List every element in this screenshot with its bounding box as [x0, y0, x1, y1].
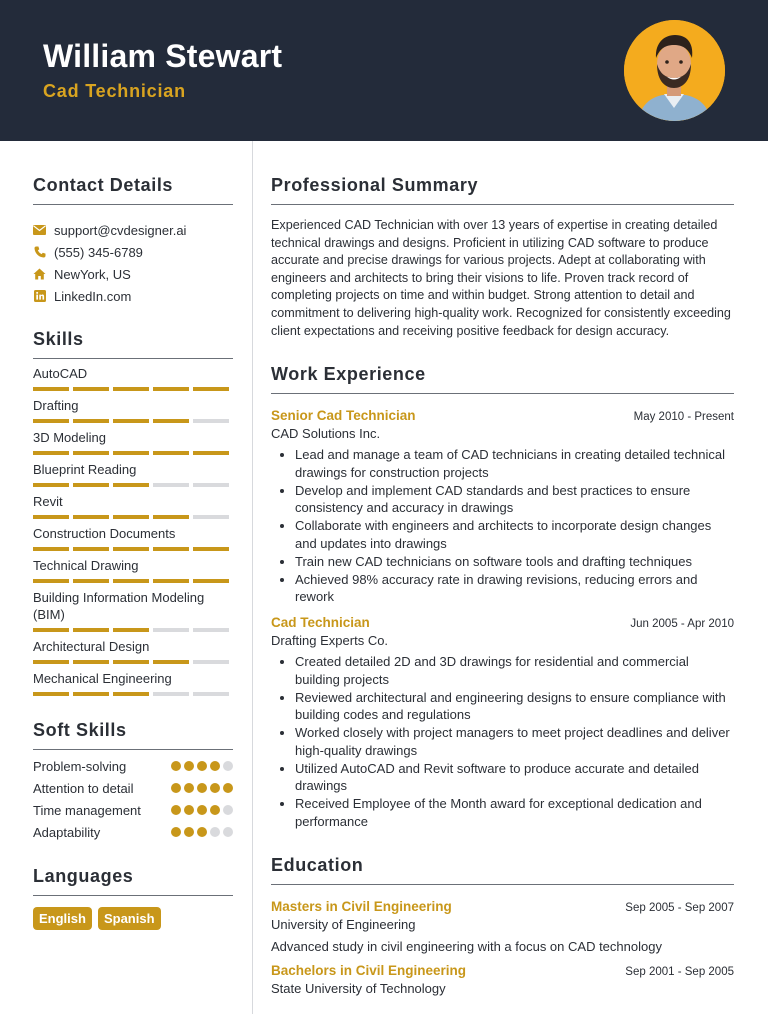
rating-dot: [184, 761, 194, 771]
job-bullet: • Achieved 98% accuracy rate in drawing revisions, reducing errors and rework: [295, 571, 734, 606]
contact-linkedin[interactable]: [33, 285, 233, 307]
rating-dot: [184, 827, 194, 837]
skill-level-segment: [153, 419, 189, 423]
soft-skills-section: [33, 720, 233, 842]
skill-level-segment: [73, 547, 109, 551]
soft-skill-rating: [171, 805, 233, 815]
skill-level-segment: [33, 515, 69, 519]
left-column: [33, 141, 233, 930]
skill-level-segment: [153, 692, 189, 696]
profile-photo-illustration: [624, 20, 725, 121]
soft-skill-item: [33, 824, 233, 842]
skill-level-segment: [113, 419, 149, 423]
school-name: State University of Technology: [271, 980, 446, 996]
job-bullet: • Created detailed 2D and 3D drawings for residential and commercial building projects: [295, 653, 734, 688]
skill-level-segment: [73, 483, 109, 487]
skill-level-segment: [153, 483, 189, 487]
job-company: CAD Solutions Inc.: [271, 426, 381, 442]
skill-level-segment: [153, 660, 189, 664]
skill-level-bar: [33, 387, 233, 391]
skill-level-segment: [33, 547, 69, 551]
skills-section: [33, 329, 233, 696]
school-name: University of Engineering: [271, 916, 416, 932]
rating-dot: [197, 805, 207, 815]
job-title: Senior Cad Technician: [271, 408, 416, 424]
skill-level-segment: [113, 692, 149, 696]
soft-skill-item: [33, 802, 233, 820]
job-date: Jun 2005 - Apr 2010: [630, 618, 734, 631]
degree-title: Masters in Civil Engineering: [271, 898, 452, 914]
skill-level-segment: [113, 660, 149, 664]
skill-item: [33, 397, 233, 423]
contact-email[interactable]: [33, 219, 233, 241]
resume-header: [0, 0, 768, 141]
contact-linkedin-text: LinkedIn.com: [54, 288, 132, 304]
right-column: [271, 141, 734, 996]
skill-label: Revit: [33, 494, 63, 509]
rating-dot: [197, 827, 207, 837]
job-bullet: • Worked closely with project managers to meet project deadlines and deliver high-quality drawings: [295, 724, 734, 759]
rating-dot: [210, 827, 220, 837]
contact-title: Contact Details: [33, 175, 233, 205]
linkedin-icon: [33, 290, 46, 303]
skill-label: Blueprint Reading: [33, 462, 137, 477]
soft-skill-label: Problem-solving: [33, 759, 127, 774]
education-title: Education: [271, 855, 734, 885]
skill-level-bar: [33, 660, 233, 664]
job-bullet: • Utilized AutoCAD and Revit software to produce accurate and detailed drawings: [295, 760, 734, 795]
skill-label: Drafting: [33, 398, 79, 413]
skill-item: [33, 557, 233, 583]
language-badge-spanish: Spanish: [98, 907, 161, 930]
skill-level-segment: [73, 660, 109, 664]
job-bullet: • Reviewed architectural and engineering designs to ensure compliance with building codes and regulations: [295, 689, 734, 724]
skill-level-segment: [113, 547, 149, 551]
skill-level-segment: [193, 547, 229, 551]
skill-label: Technical Drawing: [33, 558, 139, 573]
phone-icon: [33, 246, 46, 259]
job-bullet: • Develop and implement CAD standards and best practices to ensure consistency and accuracy in drawings: [295, 482, 734, 517]
rating-dot: [171, 783, 181, 793]
soft-skill-rating: [171, 783, 233, 793]
skill-label: Construction Documents: [33, 526, 176, 541]
job-bullet: • Received Employee of the Month award for exceptional dedication and performance: [295, 795, 734, 830]
skill-level-segment: [33, 660, 69, 664]
skill-level-segment: [193, 660, 229, 664]
skill-level-segment: [73, 579, 109, 583]
contact-email-text: support@cvdesigner.ai: [54, 222, 187, 238]
skill-level-segment: [113, 387, 149, 391]
job-entry: [271, 615, 734, 831]
skill-item: [33, 365, 233, 391]
job-bullet: • Collaborate with engineers and architects to incorporate design changes and updates into drawings: [295, 517, 734, 552]
skill-level-segment: [33, 419, 69, 423]
skill-level-segment: [193, 483, 229, 487]
job-bullets: [271, 446, 734, 606]
education-entry: [271, 899, 734, 954]
skill-level-segment: [33, 483, 69, 487]
skill-level-bar: [33, 628, 233, 632]
skill-level-segment: [193, 515, 229, 519]
soft-skills-title: Soft Skills: [33, 720, 233, 750]
skill-level-bar: [33, 515, 233, 519]
skill-level-segment: [113, 515, 149, 519]
skill-level-segment: [153, 387, 189, 391]
skill-item: [33, 525, 233, 551]
rating-dot: [171, 761, 181, 771]
soft-skill-item: [33, 758, 233, 776]
job-bullet: • Train new CAD technicians on software tools and drafting techniques: [295, 553, 734, 571]
skill-level-bar: [33, 451, 233, 455]
rating-dot: [210, 761, 220, 771]
contact-phone[interactable]: [33, 241, 233, 263]
skill-level-segment: [153, 515, 189, 519]
job-bullets: [271, 653, 734, 831]
education-entry: [271, 963, 734, 996]
rating-dot: [210, 783, 220, 793]
job-entry: [271, 408, 734, 606]
rating-dot: [184, 805, 194, 815]
rating-dot: [171, 805, 181, 815]
skill-level-segment: [193, 692, 229, 696]
rating-dot: [223, 827, 233, 837]
languages-title: Languages: [33, 866, 233, 896]
languages-list: [33, 907, 233, 930]
soft-skill-label: Time management: [33, 803, 141, 818]
skill-level-segment: [73, 451, 109, 455]
skills-title: Skills: [33, 329, 233, 359]
summary-text: Experienced CAD Technician with over 13 years of expertise in creating detailed technical drawings and designs. Proficient in utilizing CAD software to produce accurate and precise drawings for various projects. Adept at collaborating with engineers and architects to bring their visions to life. Proven track record of completing projects on time and within budget. Strong attention to detail and commitment to delivering high-quality work. Recognized for consistently exceeding client expectations and receiving positive feedback for design accuracy.: [271, 218, 731, 338]
skill-label: 3D Modeling: [33, 430, 106, 445]
skill-level-segment: [113, 579, 149, 583]
skill-level-segment: [73, 692, 109, 696]
summary-title: Professional Summary: [271, 175, 734, 205]
soft-skills-list: [33, 758, 233, 842]
education-section: [271, 855, 734, 996]
soft-skill-rating: [171, 761, 233, 771]
rating-dot: [210, 805, 220, 815]
skill-item: [33, 638, 233, 664]
skill-level-segment: [73, 515, 109, 519]
candidate-name: William Stewart: [43, 38, 283, 74]
languages-section: [33, 866, 233, 930]
language-badge-english: English: [33, 907, 92, 930]
skill-level-segment: [33, 579, 69, 583]
skills-list: [33, 365, 233, 696]
education-description: Advanced study in civil engineering with a focus on CAD technology: [271, 938, 662, 954]
skill-level-segment: [73, 387, 109, 391]
rating-dot: [171, 827, 181, 837]
skill-label: Architectural Design: [33, 639, 150, 654]
skill-item: [33, 493, 233, 519]
job-company: Drafting Experts Co.: [271, 633, 389, 649]
candidate-role: Cad Technician: [43, 81, 186, 101]
skill-level-segment: [33, 692, 69, 696]
skill-label: Mechanical Engineering: [33, 671, 172, 686]
skill-label: Building Information Modeling (BIM): [33, 590, 205, 622]
skill-item: [33, 429, 233, 455]
skill-level-segment: [193, 628, 229, 632]
skill-level-segment: [113, 628, 149, 632]
skill-level-segment: [193, 451, 229, 455]
education-date: Sep 2001 - Sep 2005: [625, 965, 734, 978]
skill-level-bar: [33, 419, 233, 423]
skill-level-segment: [73, 628, 109, 632]
skill-level-bar: [33, 483, 233, 487]
skill-level-segment: [33, 451, 69, 455]
contact-list: [33, 219, 233, 307]
profile-photo: [624, 20, 725, 121]
soft-skill-label: Adaptability: [33, 825, 101, 840]
job-date: May 2010 - Present: [633, 411, 734, 424]
skill-level-segment: [153, 628, 189, 632]
column-divider: [252, 141, 253, 1014]
skill-item: [33, 589, 233, 632]
skill-level-segment: [153, 547, 189, 551]
skill-level-segment: [193, 579, 229, 583]
contact-location-text: NewYork, US: [54, 266, 131, 282]
skill-level-bar: [33, 547, 233, 551]
envelope-icon: [33, 224, 46, 237]
experience-title: Work Experience: [271, 364, 734, 394]
skill-item: [33, 461, 233, 487]
education-date: Sep 2005 - Sep 2007: [625, 901, 734, 914]
rating-dot: [223, 761, 233, 771]
job-title: Cad Technician: [271, 615, 370, 631]
contact-phone-text: (555) 345-6789: [54, 244, 143, 260]
skill-item: [33, 670, 233, 696]
skill-level-segment: [193, 387, 229, 391]
rating-dot: [197, 783, 207, 793]
rating-dot: [223, 805, 233, 815]
skill-level-segment: [113, 483, 149, 487]
summary-section: [271, 175, 734, 340]
rating-dot: [184, 783, 194, 793]
skill-level-segment: [153, 451, 189, 455]
job-bullet: • Lead and manage a team of CAD technicians in creating detailed technical drawings for construction projects: [295, 446, 734, 481]
skill-level-segment: [73, 419, 109, 423]
soft-skill-label: Attention to detail: [33, 781, 134, 796]
skill-level-bar: [33, 692, 233, 696]
rating-dot: [197, 761, 207, 771]
contact-location: [33, 263, 233, 285]
rating-dot: [223, 783, 233, 793]
home-icon: [33, 268, 46, 281]
skill-level-bar: [33, 579, 233, 583]
contact-section: [33, 175, 233, 307]
skill-level-segment: [33, 387, 69, 391]
skill-level-segment: [153, 579, 189, 583]
skill-level-segment: [33, 628, 69, 632]
soft-skill-rating: [171, 827, 233, 837]
skill-level-segment: [113, 451, 149, 455]
degree-title: Bachelors in Civil Engineering: [271, 962, 467, 978]
experience-section: [271, 364, 734, 830]
soft-skill-item: [33, 780, 233, 798]
skill-label: AutoCAD: [33, 366, 88, 381]
skill-level-segment: [193, 419, 229, 423]
